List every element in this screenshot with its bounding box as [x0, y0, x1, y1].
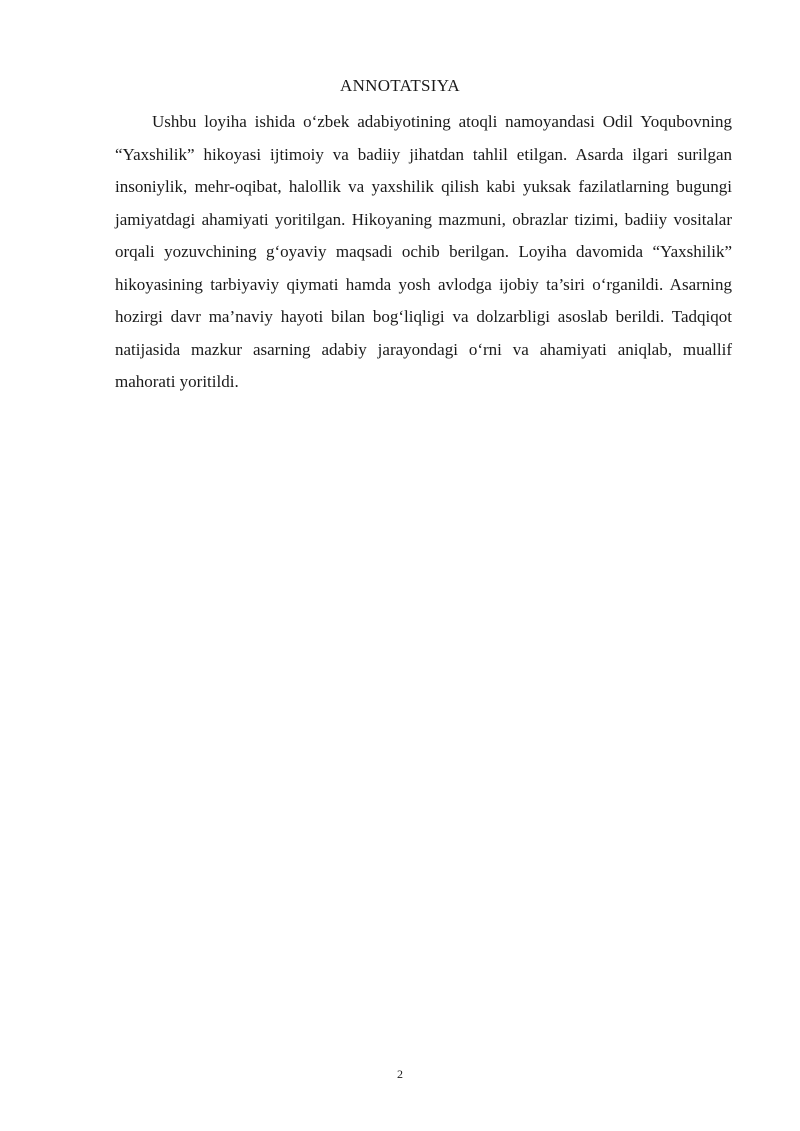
abstract-paragraph: Ushbu loyiha ishida o‘zbek adabiyotining atoqli namoyandasi Odil Yoqubovning “Yaxshilik” hikoyasi ijtimoiy va badiiy jihatdan tahlil etilgan. Asarda ilgari surilgan insoniylik, mehr-oqibat, halollik va yaxshilik qilish kabi yuksak fazilatlarning bugungi jamiyatdagi ahamiyati yoritilgan. Hikoyaning mazmuni, obrazlar tizimi, badiiy vositalar orqali yozuvchining g‘oyaviy maqsadi ochib berilgan. Loyiha davomida “Yaxshilik” hikoyasining tarbiyaviy qiymati hamda yosh avlodga ijobiy ta’siri o‘rganildi. Asarning hozirgi davr ma’naviy hayoti bilan bog‘liqligi va dolzarbligi asoslab berildi. Tadqiqot natijasida mazkur asarning adabiy jarayondagi o‘rni va ahamiyati aniqlab, muallif mahorati yoritildi.	[115, 112, 732, 391]
page-number: 2	[397, 1067, 403, 1081]
document-title: ANNOTATSIYA	[340, 76, 460, 95]
